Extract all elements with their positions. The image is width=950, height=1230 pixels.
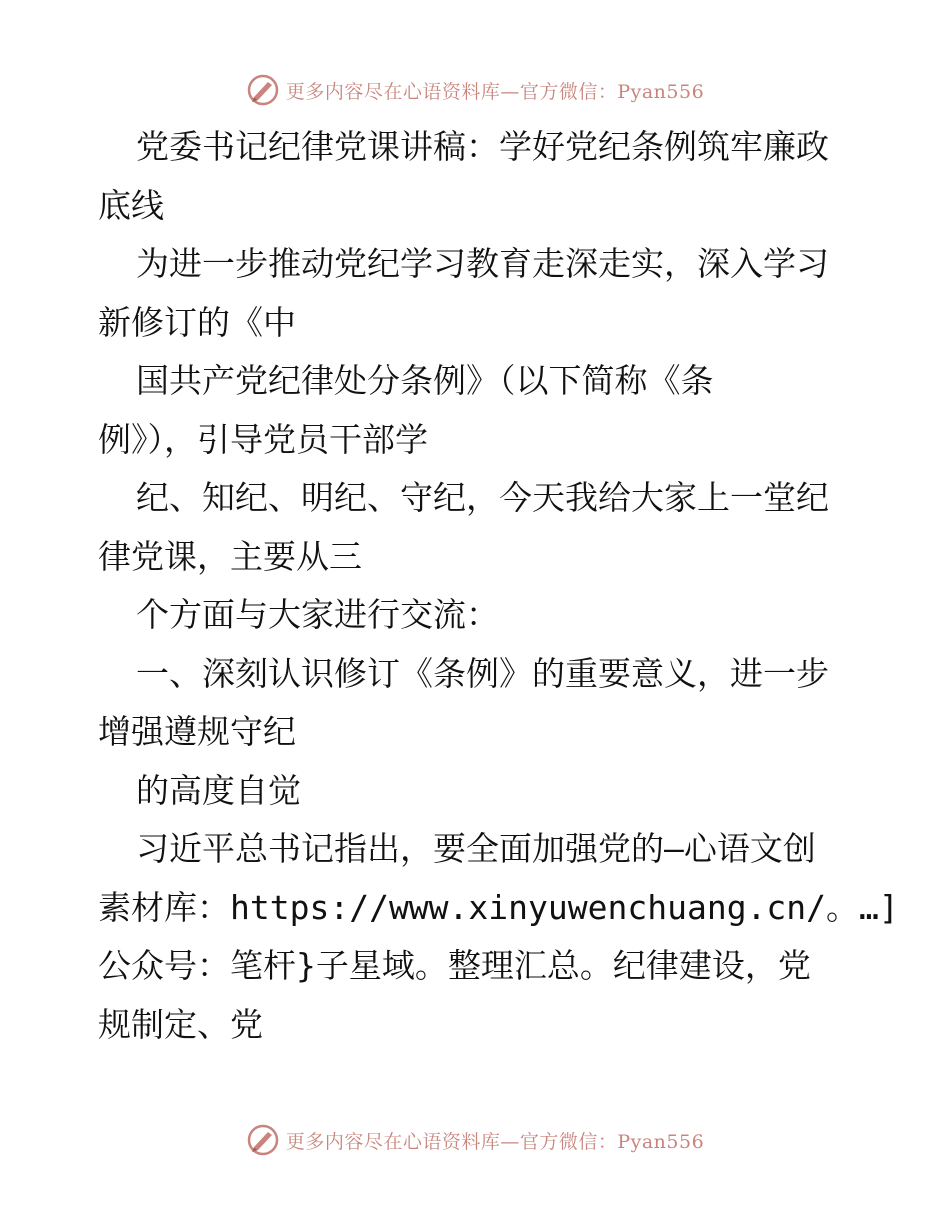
text-line: 纪、知纪、明纪、守纪，今天我给大家上一堂纪	[136, 478, 829, 517]
text-line: 素材库：https://www.xinyuwenchuang.cn/。…]	[98, 887, 899, 927]
text-line: 个方面与大家进行交流：	[136, 595, 499, 634]
text-line: 习近平总书记指出，要全面加强党的—心语文创	[136, 829, 816, 868]
text-line: 党委书记纪律党课讲稿：学好党纪条例筑牢廉政	[136, 127, 829, 166]
text-line: 国共产党纪律处分条例》（以下简称《条	[136, 361, 714, 400]
text-line: 律党课，主要从三	[98, 536, 362, 576]
watermark-footer	[0, 1120, 950, 1160]
text-line: 一、深刻认识修订《条例》的重要意义，进一步	[136, 653, 829, 693]
pen-logo-icon	[246, 73, 280, 107]
text-line: 增强遵规守纪	[98, 712, 296, 751]
text-line: 规制定、党	[98, 1004, 263, 1044]
text-line: 为进一步推动党纪学习教育走深走实，深入学习	[136, 244, 829, 283]
text-line: 新修订的《中	[98, 302, 296, 342]
watermark-text: 更多内容尽在心语资料库—官方微信：Pyan556	[285, 1130, 705, 1153]
watermark-header	[0, 70, 950, 110]
watermark-text: 更多内容尽在心语资料库—官方微信：Pyan556	[285, 80, 705, 103]
text-line: 底线	[98, 185, 164, 225]
document-body	[98, 118, 899, 1054]
pen-logo-icon	[246, 1123, 280, 1157]
text-line: 公众号：笔杆}子星域。整理汇总。纪律建设，党	[98, 946, 811, 985]
text-line: 的高度自觉	[136, 770, 301, 810]
text-line: 例》），引导党员干部学	[98, 419, 428, 459]
